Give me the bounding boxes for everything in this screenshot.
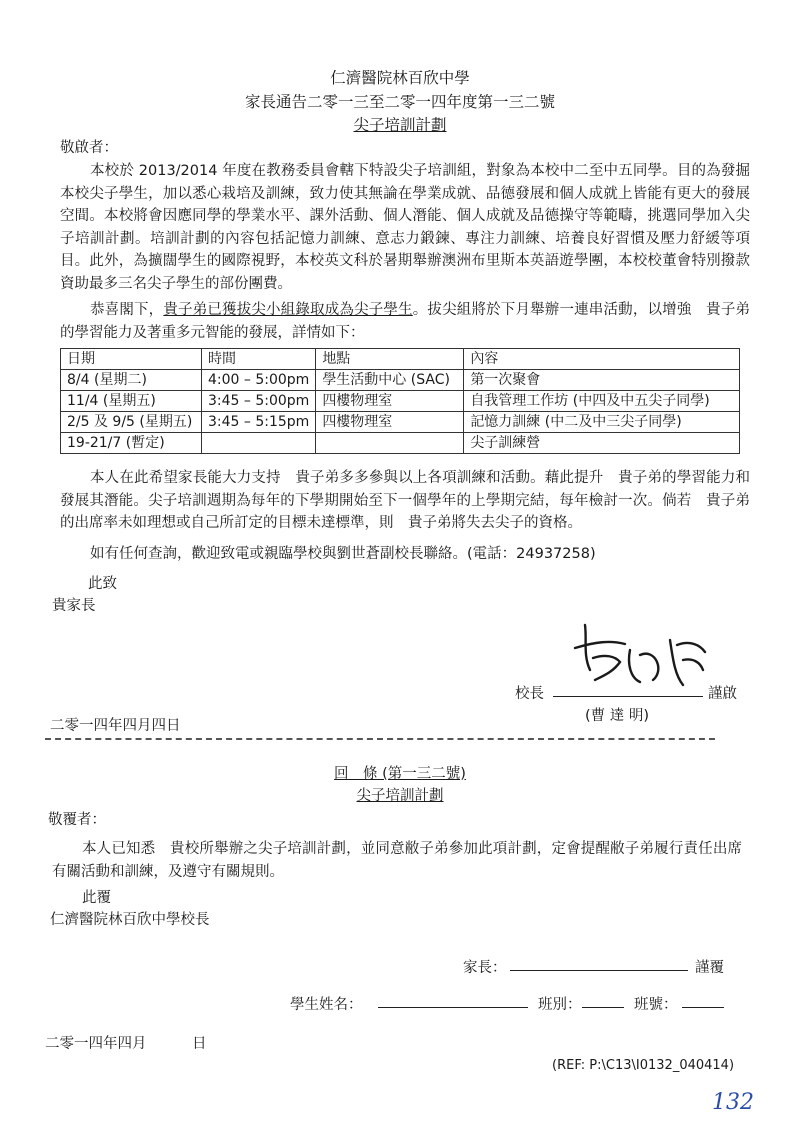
table-cell: 11/4 (星期五) [61,391,202,412]
parent-label: 家長： [463,960,507,976]
table-cell: 19-21/7 (暫定) [61,433,202,454]
ci-fu: 此覆 [82,890,111,906]
table-cell: 第一次聚會 [464,370,740,391]
class-field[interactable] [582,991,624,1008]
congrats-paragraph [60,299,750,344]
notice-number: 家長通告二零一三至二零一四年度第一三二號 [244,93,555,111]
table-header-cell: 內容 [464,349,740,370]
table-header-cell: 時間 [202,349,316,370]
table-row [61,433,740,454]
class-no-label: 班號： [634,997,678,1013]
jin-qi: 謹啟 [708,686,737,702]
notice-date: 二零一四年四月四日 [50,718,181,734]
notice-subject: 尖子培訓計劃 [353,116,447,134]
table-cell: 四樓物理室 [316,412,464,433]
table-header-cell: 日期 [61,349,202,370]
jin-fu: 謹覆 [695,960,724,976]
reply-greeting: 敬覆者： [48,812,106,828]
student-name-field[interactable] [378,991,528,1008]
table-cell: 2/5 及 9/5 (星期五) [61,412,202,433]
reply-date-day: 日 [192,1036,207,1052]
table-header-cell: 地點 [316,349,464,370]
table-cell: 3:45 – 5:00pm [202,391,316,412]
school-name: 仁濟醫院林百欣中學 [330,69,470,87]
parent-signature-field[interactable] [510,954,688,971]
reference-code: (REF: P:\C13\I0132_040414) [552,1058,735,1073]
table-cell: 3:45 – 5:15pm [202,412,316,433]
reply-title-wrap [0,762,800,783]
notice-subject-wrap [0,113,800,137]
table-cell: 8/4 (星期二) [61,370,202,391]
tear-off-line [45,738,715,740]
reply-subject-wrap [0,784,800,805]
greeting: 敬啟者： [60,140,118,156]
table-cell: 記憶力訓練 (中二及中三尖子同學) [464,412,740,433]
reply-to: 仁濟醫院林百欣中學校長 [50,912,210,928]
table-row [61,412,740,433]
table-cell: 自我管理工作坊 (中四及中五尖子同學) [464,391,740,412]
intro-paragraph: 本校於 2013/2014 年度在教務委員會轄下特設尖子培訓組，對象為本校中二至中五同學。目的為發掘本校尖子學生，加以悉心栽培及訓練，致力使其無論在學業成就、品德發展和個人成就上皆能有更大的發展空間。本校將會因應同學的學業水平、課外活動、個人潛能、個人成就及品德操守等範疇，挑選同學加入尖子培訓計劃。培訓計劃的內容包括記憶力訓練、意志力鍛鍊、專注力訓練、培養良好習慣及壓力舒緩等項目。此外，為擴闊學生的國際視野，本校英文科於暑期舉辦澳洲布里斯本英語遊學團，本校校董會特別撥款資助最多三名尖子學生的部份團費。 [60,163,750,292]
reply-subject: 尖子培訓計劃 [356,788,444,804]
table-cell: 四樓物理室 [316,391,464,412]
schedule-table [60,348,740,454]
addressee: 貴家長 [52,598,96,614]
reply-date-prefix: 二零一四年四月 [45,1036,147,1052]
principal-label: 校長 [515,686,544,702]
enquiry-paragraph: 如有任何查詢，歡迎致電或親臨學校與劉世蒼副校長聯絡。(電話：24937258) [90,546,596,562]
principal-name: (曹 達 明) [585,708,650,724]
congrats-end: 。拔尖組將於下月舉辦一連串活動，以增強 貴子弟的學習能力及著重多元智能的發展，詳情如下： [60,302,751,341]
support-paragraph: 本人在此希望家長能大力支持 貴子弟多多參與以上各項訓練和活動。藉此提升 貴子弟的學習能力和發展其潛能。尖子培訓週期為每年的下學期開始至下一個學年的上學期完結，每年檢討一次。倘若 貴子弟的出席率未如理想或自己所訂定的目標未達標準，則 貴子弟將失去尖子的資格。 [60,470,750,531]
reply-title: 回 條 (第一三二號) [334,766,466,782]
class-no-field[interactable] [682,991,724,1008]
principal-signature-line [553,680,703,697]
table-cell [316,433,464,454]
table-cell: 學生活動中心 (SAC) [316,370,464,391]
handwritten-page-number: 132 [712,1090,754,1115]
reply-body: 本人已知悉 貴校所舉辦之尖子培訓計劃，並同意敝子弟參加此項計劃，定會提醒敝子弟履行責任出席有關活動和訓練，及遵守有關規則。 [52,841,742,880]
class-label: 班別： [538,997,582,1013]
congrats-underlined: 貴子弟已獲拔尖小組錄取成為尖子學生 [163,302,413,318]
table-cell [202,433,316,454]
table-row [61,391,740,412]
student-name-label: 學生姓名： [290,997,363,1013]
table-cell: 尖子訓練營 [464,433,740,454]
table-cell: 4:00 – 5:00pm [202,370,316,391]
table-row [61,370,740,391]
congrats-start: 恭喜閣下， [90,302,164,318]
table-header-row [61,349,740,370]
ci-zhi: 此致 [88,576,117,592]
